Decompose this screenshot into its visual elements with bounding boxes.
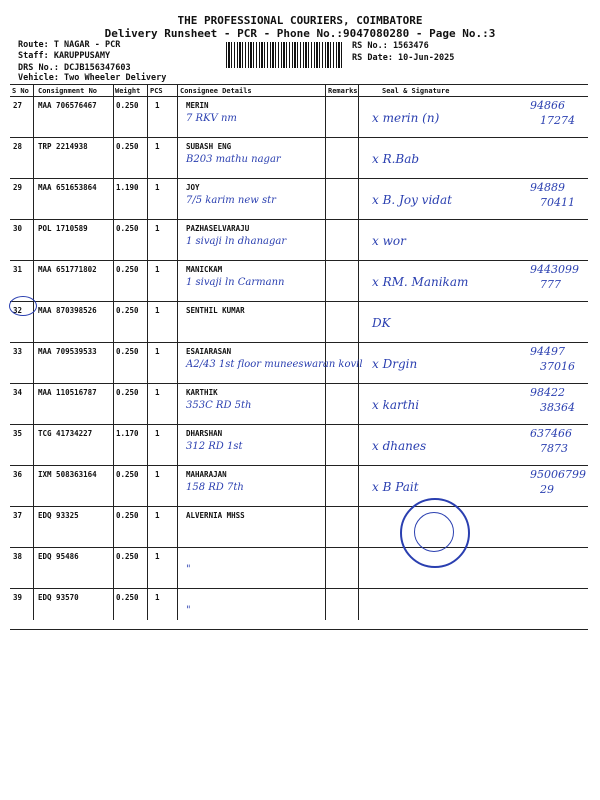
- row-signature: x merin (n): [372, 111, 440, 125]
- row-weight: 0.250: [116, 306, 139, 315]
- column-rule: [358, 84, 359, 620]
- row-pcs: 1: [155, 593, 160, 602]
- row-sno: 36: [13, 470, 23, 479]
- row-weight: 0.250: [116, 224, 139, 233]
- row-consignee-address: 158 RD 7th: [186, 482, 244, 493]
- row-signature: x R.Bab: [372, 152, 420, 166]
- row-sno: 32: [13, 306, 23, 315]
- row-signature: x karthi: [372, 398, 420, 412]
- row-divider: [10, 629, 588, 630]
- row-consignment-no: MAA 870398526: [38, 306, 97, 315]
- row-consignee-name: MERIN: [186, 101, 209, 110]
- row-weight: 0.250: [116, 593, 139, 602]
- row-divider: [10, 342, 588, 343]
- row-weight: 0.250: [116, 470, 139, 479]
- row-consignment-no: EDQ 93570: [38, 593, 79, 602]
- row-phone-line1: 94497: [530, 345, 565, 358]
- row-signature: x Drgin: [372, 357, 418, 371]
- row-consignment-no: IXM 508363164: [38, 470, 97, 479]
- row-sno: 30: [13, 224, 23, 233]
- row-divider: [10, 465, 588, 466]
- row-pcs: 1: [155, 470, 160, 479]
- row-phone-line1: 9443099: [530, 263, 579, 276]
- row-consignee-address: A2/43 1st floor muneeswaran kovil: [186, 359, 363, 370]
- row-consignment-no: TRP 2214938: [38, 142, 88, 151]
- row-consignee-name: ALVERNIA MHSS: [186, 511, 245, 520]
- col-header-pcs: PCS: [150, 87, 163, 95]
- row-divider: [10, 383, 588, 384]
- row-consignee-name: PAZHASELVARAJU: [186, 224, 250, 233]
- row-pcs: 1: [155, 388, 160, 397]
- column-rule: [113, 84, 114, 620]
- row-phone-line1: 95006799: [530, 468, 586, 481]
- row-consignment-no: MAA 110516787: [38, 388, 97, 397]
- barcode-image: [226, 42, 342, 68]
- row-weight: 1.170: [116, 429, 139, 438]
- row-sno: 29: [13, 183, 23, 192]
- vehicle-label: Vehicle: Two Wheeler Delivery: [18, 73, 167, 83]
- rs-date: RS Date: 10-Jun-2025: [352, 53, 455, 63]
- row-pcs: 1: [155, 265, 160, 274]
- row-consignee-name: KARTHIK: [186, 388, 218, 397]
- row-consignee-address: 7/5 karim new str: [186, 195, 276, 206]
- row-pcs: 1: [155, 511, 160, 520]
- row-sno: 31: [13, 265, 23, 274]
- row-weight: 0.250: [116, 511, 139, 520]
- row-consignment-no: MAA 709539533: [38, 347, 97, 356]
- row-sno: 34: [13, 388, 23, 397]
- row-signature: x B. Joy vidat: [372, 193, 452, 207]
- row-phone-line2: 29: [540, 483, 554, 496]
- row-weight: 0.250: [116, 265, 139, 274]
- row-weight: 0.250: [116, 142, 139, 151]
- row-divider: [10, 260, 588, 261]
- row-signature: x wor: [372, 234, 406, 248]
- row-weight: 0.250: [116, 101, 139, 110]
- row-phone-line2: 70411: [540, 196, 575, 209]
- row-divider: [10, 178, 588, 179]
- table-header-rule: [10, 96, 588, 97]
- row-sno: 35: [13, 429, 23, 438]
- row-phone-line2: 17274: [540, 114, 575, 127]
- row-divider: [10, 506, 588, 507]
- drs-label: DRS No.: DCJB156347603: [18, 63, 131, 73]
- runsheet-subtitle: Delivery Runsheet - PCR - Phone No.:9047080280 - Page No.:3: [104, 27, 496, 40]
- staff-label: Staff: KARUPPUSAMY: [18, 51, 111, 61]
- row-consignment-no: MAA 651771802: [38, 265, 97, 274]
- row-consignment-no: MAA 706576467: [38, 101, 97, 110]
- row-weight: 1.190: [116, 183, 139, 192]
- row-pcs: 1: [155, 347, 160, 356]
- row-pcs: 1: [155, 224, 160, 233]
- row-weight: 0.250: [116, 347, 139, 356]
- row-sno: 33: [13, 347, 23, 356]
- row-signature: x B Pait: [372, 480, 419, 494]
- row-weight: 0.250: [116, 388, 139, 397]
- row-phone-line2: 777: [540, 278, 561, 291]
- row-pcs: 1: [155, 142, 160, 151]
- row-sno: 28: [13, 142, 23, 151]
- row-signature: x RM. Manikam: [372, 275, 469, 289]
- row-consignment-no: EDQ 95486: [38, 552, 79, 561]
- row-consignment-no: POL 1710589: [38, 224, 88, 233]
- row-consignment-no: MAA 651653864: [38, 183, 97, 192]
- row-sno: 38: [13, 552, 23, 561]
- row-consignee-name: JOY: [186, 183, 200, 192]
- col-header-remarks: Remarks: [328, 87, 358, 95]
- row-phone-line2: 7873: [540, 442, 568, 455]
- row-consignee-address: ": [186, 605, 191, 616]
- row-signature: x dhanes: [372, 439, 427, 453]
- route-label: Route: T NAGAR - PCR: [18, 40, 121, 50]
- row-pcs: 1: [155, 183, 160, 192]
- row-sno: 27: [13, 101, 23, 110]
- row-signature: DK: [372, 316, 391, 330]
- col-header-consignment: Consignment No: [38, 87, 98, 95]
- col-header-seal: Seal & Signature: [382, 87, 450, 95]
- row-consignee-name: SUBASH ENG: [186, 142, 232, 151]
- row-pcs: 1: [155, 429, 160, 438]
- row-divider: [10, 301, 588, 302]
- row-pcs: 1: [155, 306, 160, 315]
- row-phone-line2: 38364: [540, 401, 575, 414]
- row-sno: 37: [13, 511, 23, 520]
- col-header-consignee: Consignee Details: [180, 87, 252, 95]
- row-divider: [10, 137, 588, 138]
- row-pcs: 1: [155, 552, 160, 561]
- row-consignee-name: SENTHIL KUMAR: [186, 306, 245, 315]
- row-32-circle-mark: [9, 296, 37, 316]
- row-phone-line2: 37016: [540, 360, 575, 373]
- seal-stamp-inner: [414, 512, 454, 552]
- row-phone-line1: 98422: [530, 386, 565, 399]
- row-consignee-name: ESAIARASAN: [186, 347, 232, 356]
- row-consignee-address: B203 mathu nagar: [186, 154, 281, 165]
- column-rule: [33, 84, 34, 620]
- row-consignee-name: MANICKAM: [186, 265, 223, 274]
- row-consignee-address: 353C RD 5th: [186, 400, 252, 411]
- row-consignee-name: MAHARAJAN: [186, 470, 227, 479]
- row-consignee-name: DHARSHAN: [186, 429, 223, 438]
- row-consignee-address: 1 sivaji ln dhanagar: [186, 236, 287, 247]
- column-rule: [325, 84, 326, 620]
- row-divider: [10, 588, 588, 589]
- table-top-rule: [10, 84, 588, 85]
- row-consignee-address: 1 sivaji ln Carmann: [186, 277, 285, 288]
- column-rule: [177, 84, 178, 620]
- column-rule: [147, 84, 148, 620]
- row-divider: [10, 424, 588, 425]
- row-sno: 39: [13, 593, 23, 602]
- row-divider: [10, 219, 588, 220]
- row-consignee-address: 7 RKV nm: [186, 113, 237, 124]
- row-divider: [10, 547, 588, 548]
- company-title: THE PROFESSIONAL COURIERS, COIMBATORE: [177, 14, 423, 27]
- row-phone-line1: 637466: [530, 427, 572, 440]
- row-phone-line1: 94866: [530, 99, 565, 112]
- row-weight: 0.250: [116, 552, 139, 561]
- row-consignment-no: EDQ 93325: [38, 511, 79, 520]
- row-consignee-address: 312 RD 1st: [186, 441, 243, 452]
- row-phone-line1: 94889: [530, 181, 565, 194]
- row-consignee-address: ": [186, 564, 191, 575]
- rs-number: RS No.: 1563476: [352, 41, 429, 51]
- col-header-sno: S No: [12, 87, 29, 95]
- row-pcs: 1: [155, 101, 160, 110]
- col-header-weight: Weight: [115, 87, 141, 95]
- row-consignment-no: TCG 41734227: [38, 429, 93, 438]
